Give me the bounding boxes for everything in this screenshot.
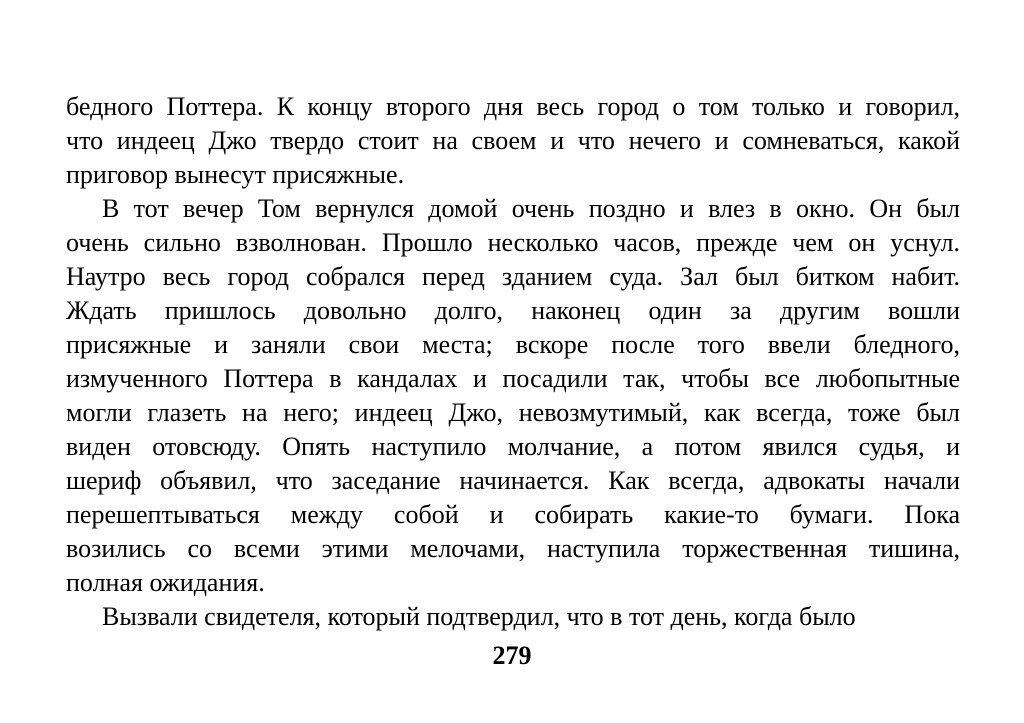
body-text [66, 90, 960, 634]
text-line-6: Наутро весь город собрался перед зданием суда. Зал был битком набит. [66, 262, 960, 291]
text-line-10: могли глазеть на него; индеец Джо, невозмутимый, как всегда, тоже был [66, 398, 960, 427]
text-line-13: перешептываться между собой и собирать какие-то бумаги. Пока [66, 500, 960, 529]
text-line-11: виден отовсюду. Опять наступило молчание, а потом явился судья, и [66, 432, 960, 461]
page-number: 279 [492, 641, 532, 670]
text-line-1: бедного Поттера. К концу второго дня весь город о том только и говорил, [66, 92, 960, 121]
text-line-15: полная ожидания. [66, 568, 265, 597]
text-line-3: приговор вынесут присяжные. [66, 160, 405, 189]
text-line-2: что индеец Джо твердо стоит на своем и что нечего и сомневаться, какой [66, 126, 960, 155]
text-line-7: Ждать пришлось довольно долго, наконец один за другим вошли [66, 296, 960, 325]
text-line-12: шериф объявил, что заседание начинается. Как всегда, адвокаты начали [66, 466, 960, 495]
text-line-16: Вызвали свидетеля, который подтвердил, что в тот день, когда было [102, 602, 856, 631]
text-line-4: В тот вечер Том вернулся домой очень поздно и влез в окно. Он был [102, 194, 960, 223]
text-line-5: очень сильно взволнован. Прошло несколько часов, прежде чем он уснул. [66, 228, 960, 257]
text-line-8: присяжные и заняли свои места; вскоре после того ввели бледного, [66, 330, 960, 359]
text-line-14: возились со всеми этими мелочами, наступила торжественная тишина, [66, 534, 960, 563]
text-line-9: измученного Поттера в кандалах и посадили так, чтобы все любопытные [66, 364, 960, 393]
